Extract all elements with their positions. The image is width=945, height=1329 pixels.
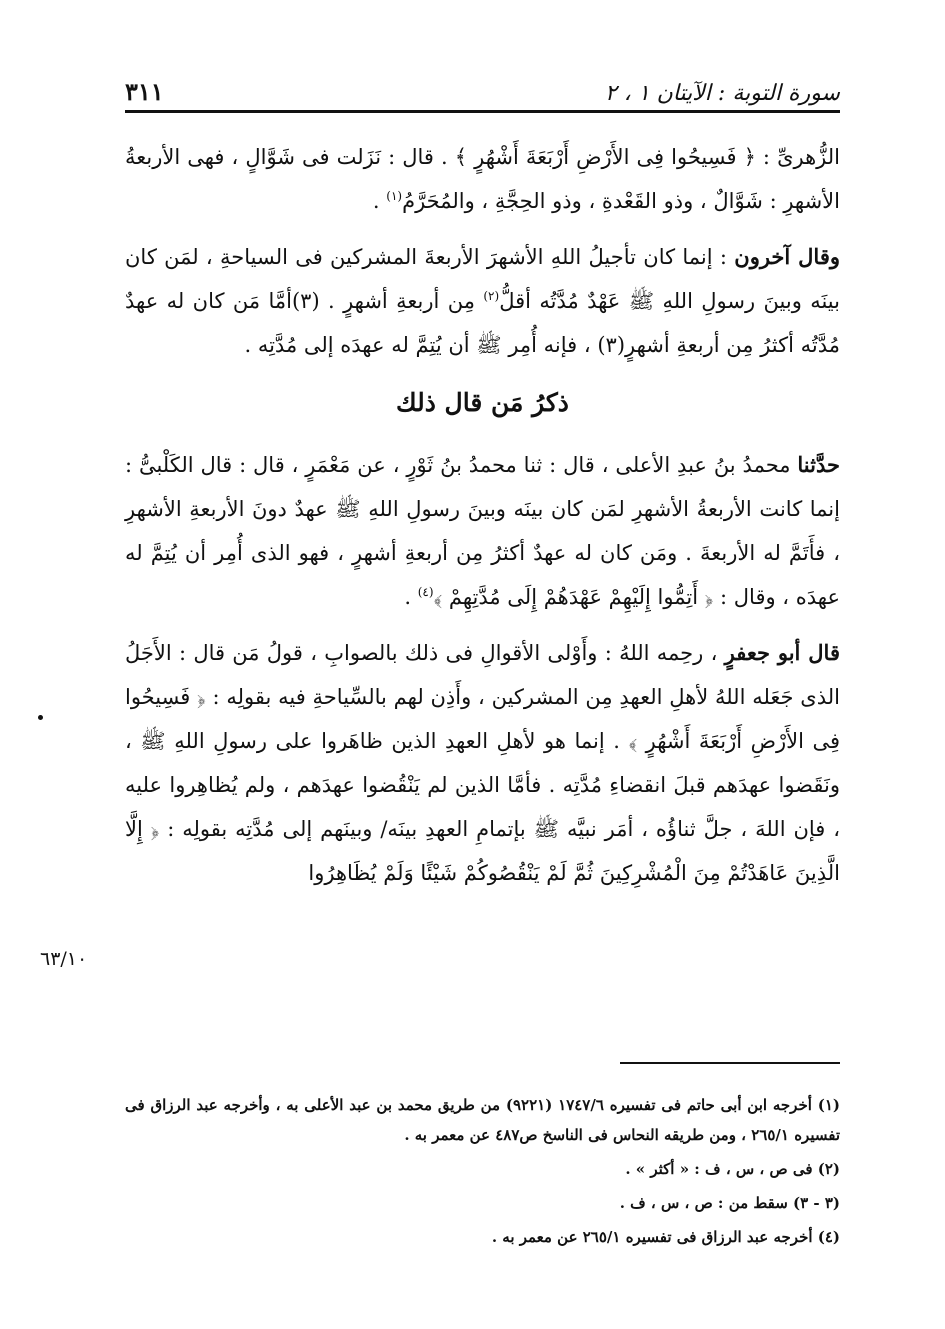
- paragraph-text: محمدُ بنُ عبدِ الأعلى ، قال : ثنا محمدُ بنُ ثَوْرٍ ، عن مَعْمَرٍ ، قال : قال الكَلْبىُّ : إنما كانت الأربعةُ الأشهرِ لمَن كان بينَه وبينَ رسولِ اللهِ ﷺ عهدٌ دونَ الأربعةِ الأشهرِ ، فأَتَمَّ له الأربعةَ . ومَن كان له عهدٌ أكثرُ مِن أربعةِ أشهرٍ ، فهو الذى أُمِر أن يُتِمَّ له عهدَه ، وقال : ﴿ أَتِمُّوا إِلَيْهِمْ عَهْدَهُمْ إِلَى مُدَّتِهِمْ ﴾: [125, 453, 840, 609]
- paragraph: [125, 631, 840, 895]
- paragraph-lead: قال أبو جعفرٍ: [724, 640, 840, 665]
- paragraph-tail: .: [404, 585, 418, 609]
- footnote: (٤) أخرجه عبد الرزاق فى تفسيره ٢٦٥/١ عن معمر به .: [491, 1228, 840, 1246]
- paragraph-tail: مِن أربعةِ أشهرٍ . (٣)أمَّا مَن كان له عهدٌ مُدَّتُه أكثرُ مِن أربعةِ أشهرٍ(٣) ، فإنه أُمِر ﷺ أن يُتِمَّ له عهدَه إلى مُدَّتِه .: [125, 289, 840, 357]
- footnote: (٣ - ٣) سقط من : ص ، س ، ف .: [619, 1194, 840, 1212]
- paragraph-text: : إنما كان تأجيلُ اللهِ الأشهرَ الأربعةَ المشركين فى السياحةِ ، لمَن كان بينَه وبينَ رسولِ اللهِ ﷺ عَهْدٌ مُدَّتُه أقلُّ: [125, 245, 840, 313]
- footnote-rule: [620, 1062, 840, 1064]
- footnotes: [125, 1090, 840, 1256]
- page-number: ٣١١: [125, 77, 164, 106]
- footnote-ref: (٢): [483, 289, 500, 303]
- paragraph: [125, 443, 840, 619]
- header-rule: [125, 110, 840, 113]
- footnote: (١) أخرجه ابن أبى حاتم فى تفسيره ١٧٤٧/٦ (٩٢٢١) من طريق محمد بن عبد الأعلى به ، وأخرجه عبد الرزاق فى تفسيره ٢٦٥/١ ، ومن طريقه النحاس فى الناسخ ص٤٨٧ عن معمر به .: [125, 1096, 840, 1144]
- main-text: [125, 135, 840, 907]
- margin-reference: ٦٣/١٠: [40, 948, 88, 970]
- page-header: [125, 58, 840, 106]
- footnote: (٢) فى ص ، س ، ف : « أكثر » .: [625, 1160, 840, 1178]
- paragraph-tail: .: [372, 189, 387, 213]
- paragraph-lead: حدَّثنا: [797, 452, 840, 477]
- paragraph-text: الزُّهرىِّ : ﴿ فَسِيحُوا فِى الأَرْضِ أَرْبَعَةَ أَشْهُرٍ ﴾ . قال : نَزَلت فى شَوَّالٍ ، فهى الأربعةُ الأشهرِ : شَوَّالٌ ، وذو القَعْدةِ ، وذو الحِجَّةِ ، والمُحَرَّمُ: [125, 145, 840, 213]
- footnote-ref: (٤): [417, 585, 434, 599]
- margin-dot: [38, 715, 43, 720]
- paragraph-text: ، رحِمه اللهُ : وأَوْلى الأقوالِ فى ذلك بالصوابِ ، قولُ مَن قال : الأَجَلُ الذى جَعَله اللهُ لأهلِ العهدِ مِن المشركين ، وأَذِن لهم بالسِّياحةِ فيه بقولِه : ﴿ فَسِيحُوا فِى الأَرْضِ أَرْبَعَةَ أَشْهُرٍ ﴾ . إنما هو لأهلِ العهدِ الذين ظاهَروا على رسولِ اللهِ ﷺ ، ونَقَضوا عهدَهم قبلَ انقضاءِ مُدَّتِه . فأمَّا الذين لم يَنْقُضوا عهدَهم ، ولم يُظاهِروا عليه ، فإن اللهَ ، جلَّ ثناؤُه ، أمَر نبيَّه ﷺ بإتمامِ العهدِ بينَه/ وبينَهم إلى مُدَّتِه بقولِه : ﴿ إِلَّا الَّذِينَ عَاهَدْتُمْ مِنَ الْمُشْرِكِينَ ثُمَّ لَمْ يَنْقُصُوكُمْ شَيْئًا وَلَمْ يُظَاهِرُوا: [125, 641, 841, 885]
- section-heading: ذكرُ مَن قال ذلك: [396, 388, 569, 417]
- paragraph: [125, 235, 840, 367]
- paragraph: [125, 135, 840, 223]
- running-title: سورة التوبة : الآيتان ١ ، ٢: [604, 81, 840, 106]
- paragraph-lead: وقال آخرون: [734, 244, 840, 269]
- footnote-ref: (١): [386, 189, 403, 203]
